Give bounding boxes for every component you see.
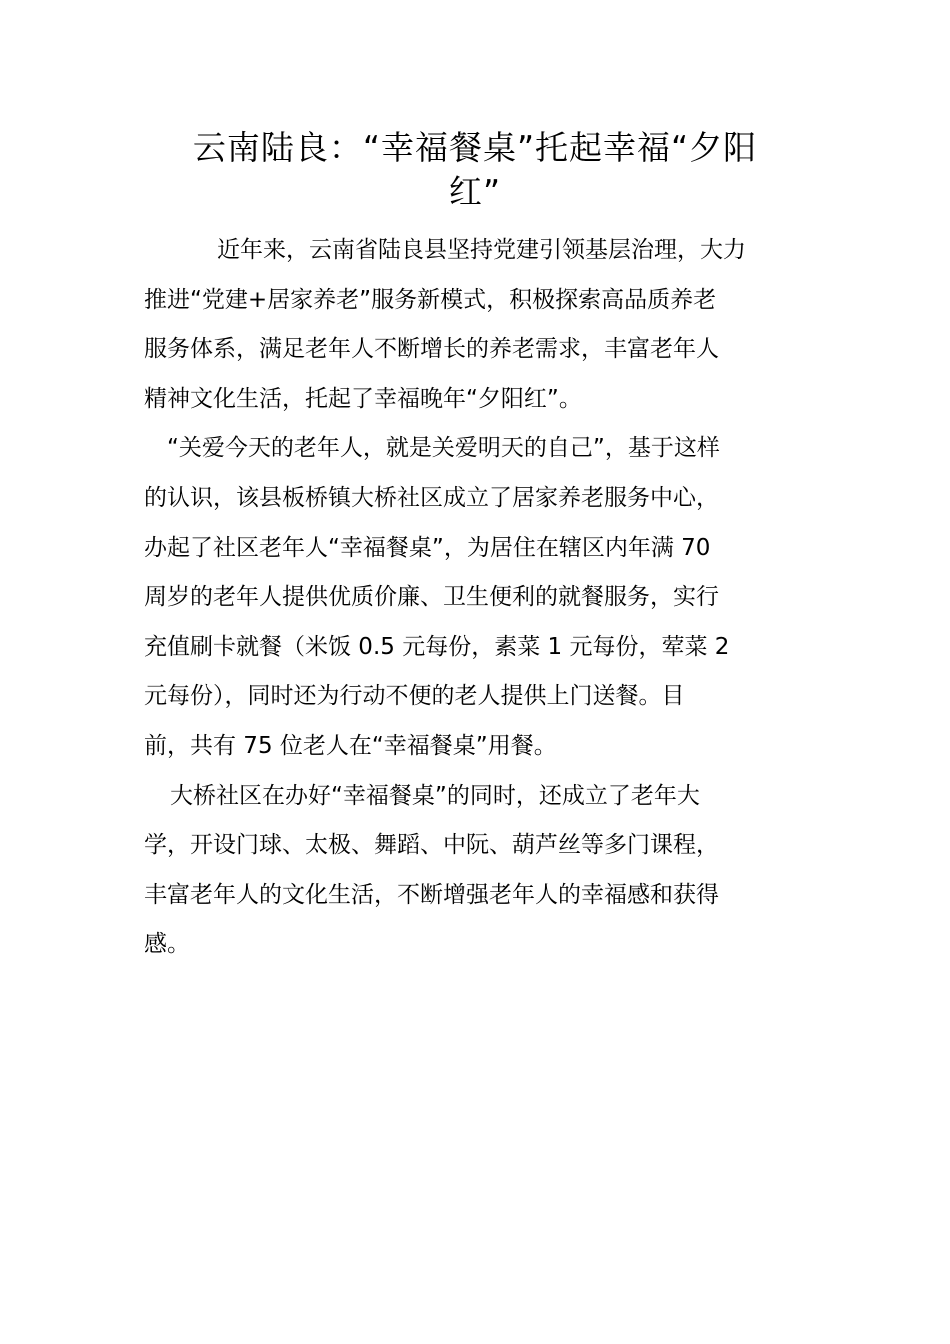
paragraph-line: 精神文化生活，托起了幸福晚年“夕阳红”。 xyxy=(144,385,582,412)
title-line: 云南陆良：“幸福餐桌”托起幸福“夕阳 xyxy=(192,128,758,167)
article-title xyxy=(150,126,800,214)
paragraph-line: 推进“党建+居家养老”服务新模式，积极探索高品质养老 xyxy=(144,286,717,313)
paragraph-2 xyxy=(144,424,814,771)
paragraph-line: 周岁的老年人提供优质价廉、卫生便利的就餐服务，实行 xyxy=(144,584,719,611)
paragraph-line: “关爱今天的老年人，就是关爱明天的自己”，基于这样 xyxy=(167,435,720,462)
paragraph-line: 充值刷卡就餐（米饭 0.5 元每份，素菜 1 元每份，荤菜 2 xyxy=(144,633,730,660)
paragraph-line: 元每份），同时还为行动不便的老人提供上门送餐。目 xyxy=(144,683,685,710)
paragraph-1 xyxy=(144,226,814,424)
paragraph-line: 服务体系，满足老年人不断增长的养老需求，丰富老年人 xyxy=(144,336,719,363)
paragraph-line: 丰富老年人的文化生活，不断增强老年人的幸福感和获得 xyxy=(144,881,719,908)
paragraph-line: 大桥社区在办好“幸福餐桌”的同时，还成立了老年大 xyxy=(170,782,700,809)
paragraph-line: 感。 xyxy=(144,931,190,958)
paragraph-line: 学，开设门球、太极、舞蹈、中阮、葫芦丝等多门课程， xyxy=(144,832,719,859)
paragraph-3 xyxy=(144,772,814,970)
article-body xyxy=(144,226,814,970)
paragraph-line: 前，共有 75 位老人在“幸福餐桌”用餐。 xyxy=(144,732,557,759)
paragraph-line: 近年来，云南省陆良县坚持党建引领基层治理，大力 xyxy=(217,237,746,263)
title-line: 红” xyxy=(448,172,502,211)
paragraph-line: 的认识，该县板桥镇大桥社区成立了居家养老服务中心， xyxy=(144,484,719,511)
paragraph-line: 办起了社区老年人“幸福餐桌”，为居住在辖区内年满 70 xyxy=(144,534,711,561)
